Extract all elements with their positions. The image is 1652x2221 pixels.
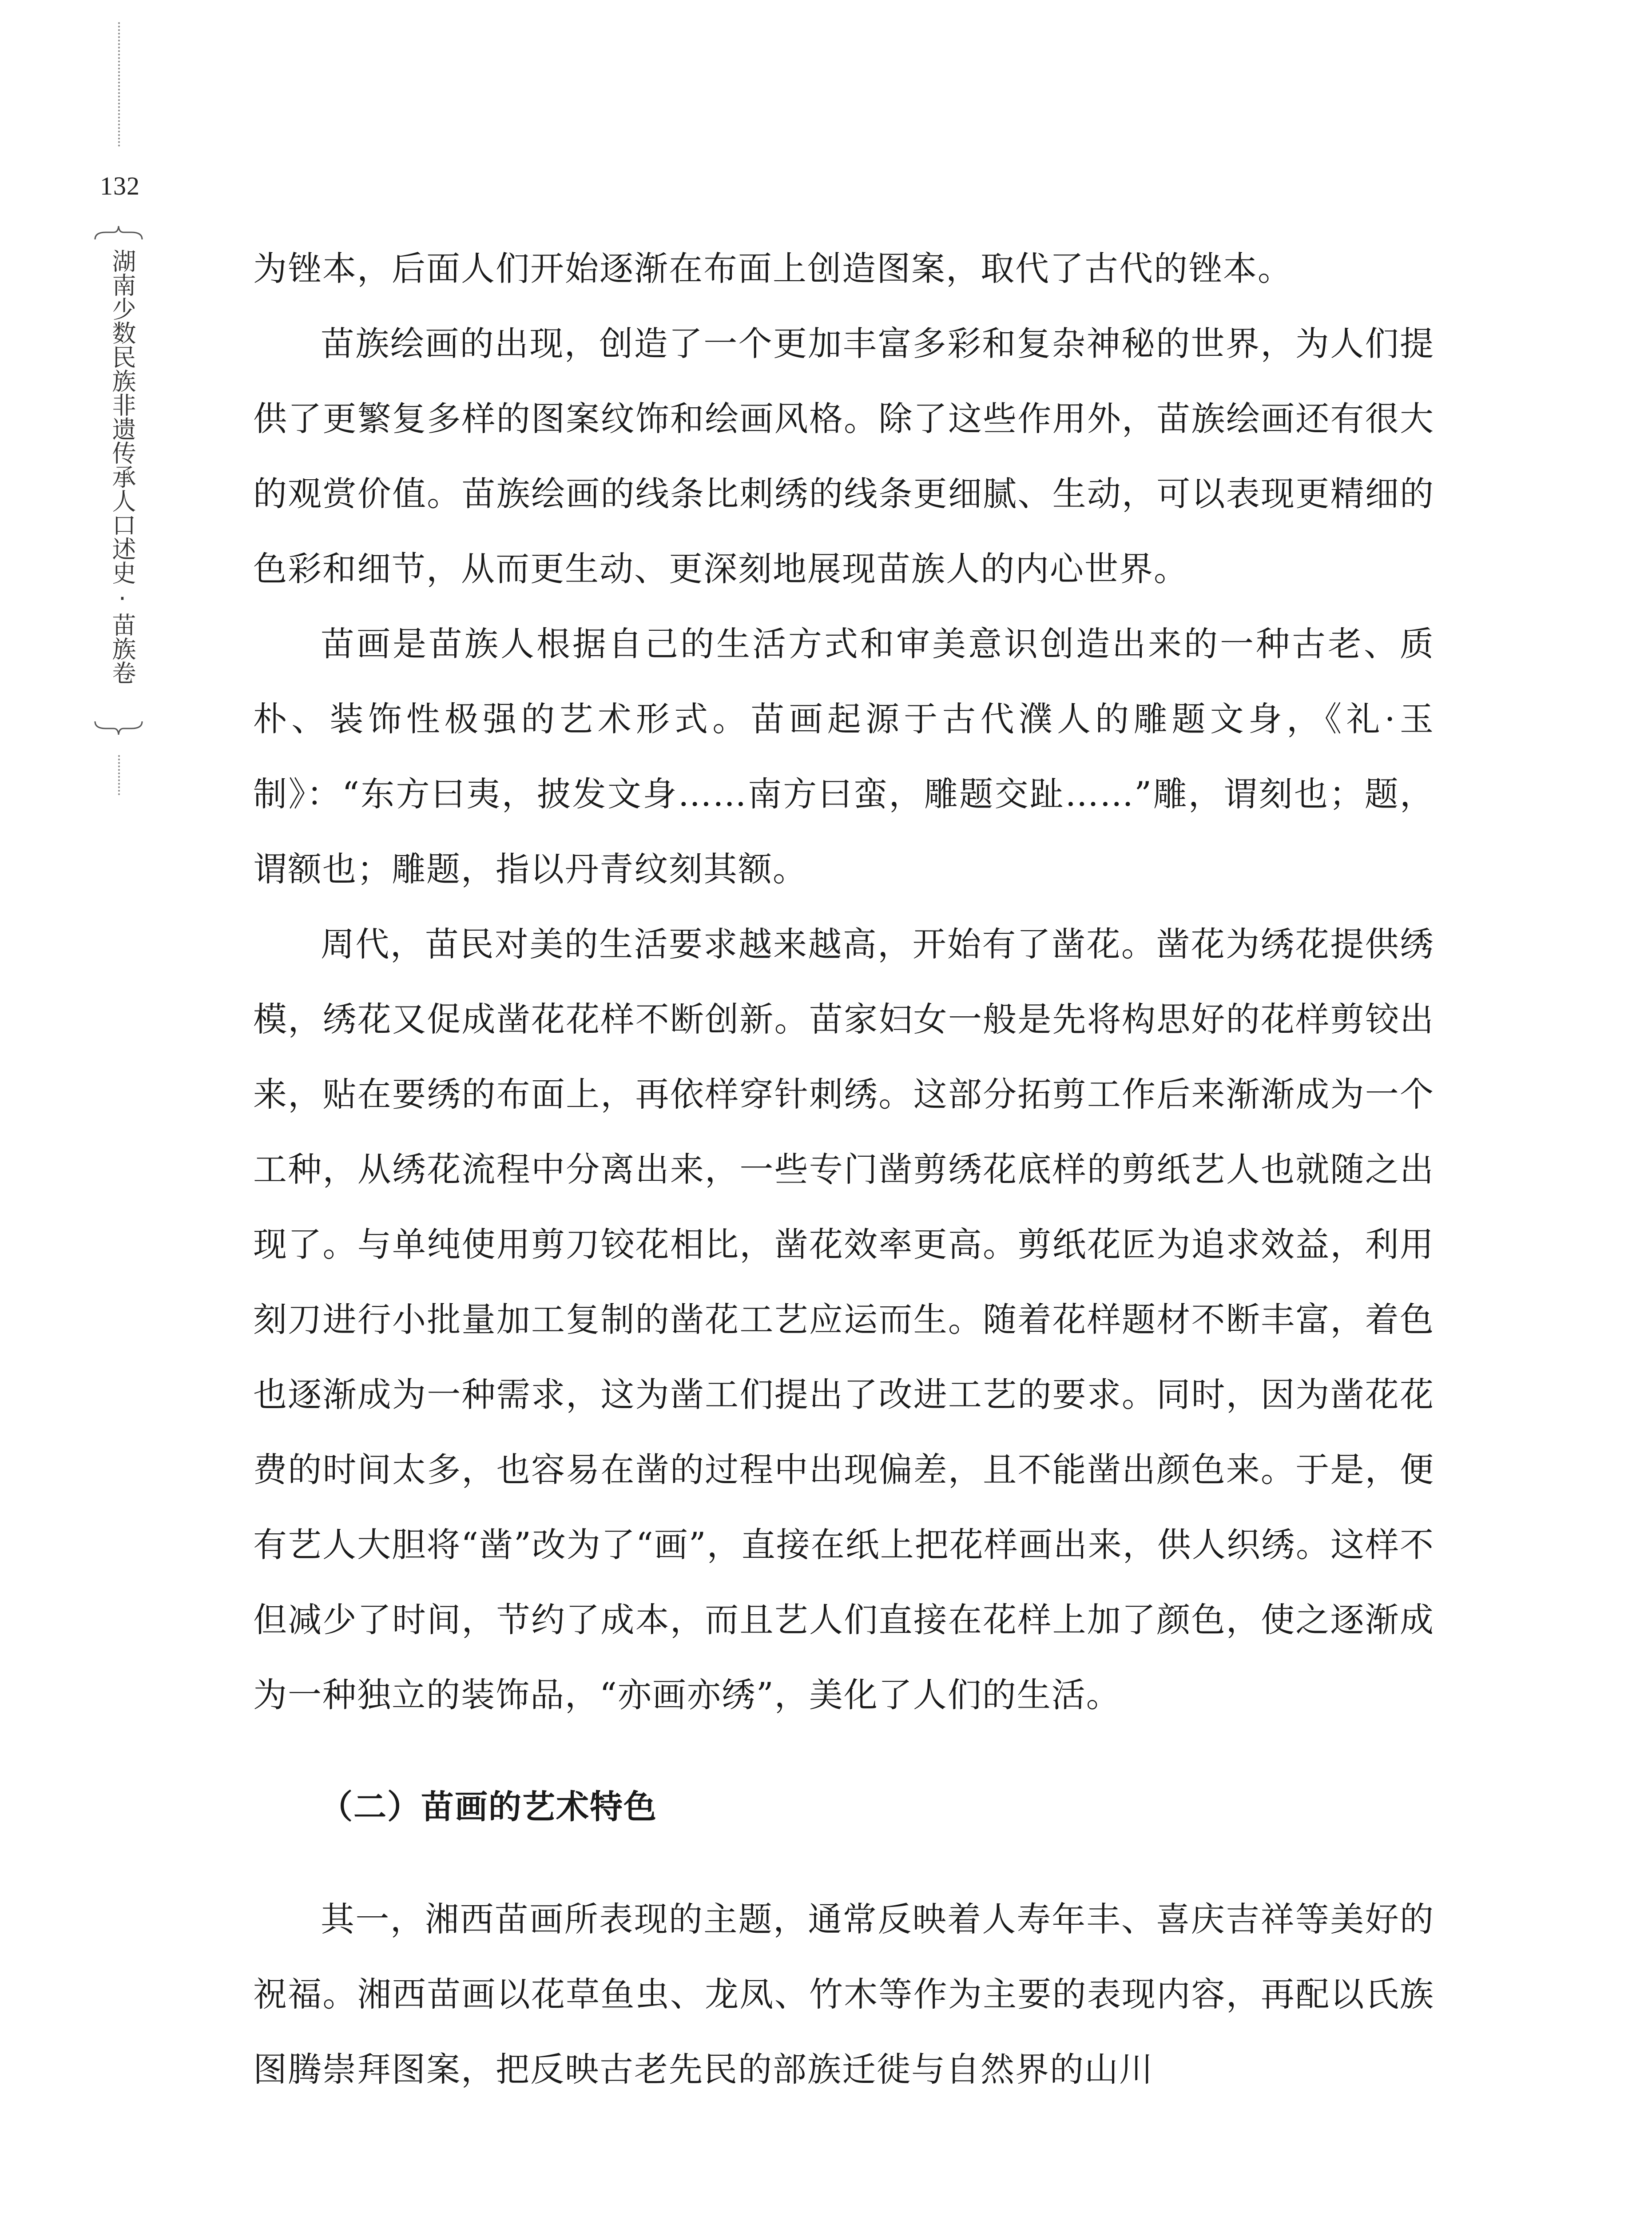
section-heading: （二）苗画的艺术特色	[320, 1788, 657, 1826]
running-title: 湖南少数民族非遗传承人口述史·苗族卷	[108, 249, 136, 685]
margin-dotted-rule-top	[118, 22, 120, 147]
paragraph-continued: 为锉本，后面人们开始逐渐在布面上创造图案，取代了古代的锉本。	[253, 249, 1292, 288]
paragraph-miao-painting-emergence: 苗族绘画的出现，创造了一个更加丰富多彩和复杂神秘的世界，为人们提供了更繁复多样的图案纹饰和绘画风格。除了这些作用外，苗族绘画还有很大的观赏价值。苗族绘画的线条比刺绣的线条更细腻、生动，可以表现更精细的色彩和细节，从而更生动、更深刻地展现苗族人的内心世界。	[253, 324, 1434, 589]
running-title-top-brace	[93, 224, 144, 240]
paragraph-miao-painting-origin: 苗画是苗族人根据自己的生活方式和审美意识创造出来的一种古老、质朴、装饰性极强的艺术形式。苗画起源于古代濮人的雕题文身，《礼·玉制》：“东方曰夷，披发文身……南方曰蛮，雕题交趾……”雕，谓刻也；题，谓额也；雕题，指以丹青纹刻其额。	[253, 624, 1434, 889]
margin-dotted-rule-bottom	[118, 755, 120, 795]
body-text	[253, 231, 1434, 2107]
page-number: 132	[100, 171, 140, 200]
running-title-bottom-brace	[93, 720, 144, 736]
paragraph-zhou-dynasty-paper-cutting: 周代，苗民对美的生活要求越来越高，开始有了凿花。凿花为绣花提供绣模，绣花又促成凿花花样不断创新。苗家妇女一般是先将构思好的花样剪铰出来，贴在要绣的布面上，再依样穿针刺绣。这部分拓剪工作后来渐渐成为一个工种，从绣花流程中分离出来，一些专门凿剪绣花底样的剪纸艺人也就随之出现了。与单纯使用剪刀铰花相比，凿花效率更高。剪纸花匠为追求效益，利用刻刀进行小批量加工复制的凿花工艺应运而生。随着花样题材不断丰富，着色也逐渐成为一种需求，这为凿工们提出了改进工艺的要求。同时，因为凿花花费的时间太多，也容易在凿的过程中出现偏差，且不能凿出颜色来。于是，便有艺人大胆将“凿”改为了“画”，直接在纸上把花样画出来，供人织绣。这样不但减少了时间，节约了成本，而且艺人们直接在花样上加了颜色，使之逐渐成为一种独立的装饰品，“亦画亦绣”，美化了人们的生活。	[253, 924, 1434, 1715]
paragraph-artistic-features-one: 其一，湘西苗画所表现的主题，通常反映着人寿年丰、喜庆吉祥等美好的祝福。湘西苗画以花草鱼虫、龙凤、竹木等作为主要的表现内容，再配以氏族图腾崇拜图案，把反映古老先民的部族迁徙与自然界的山川	[253, 1899, 1434, 2089]
